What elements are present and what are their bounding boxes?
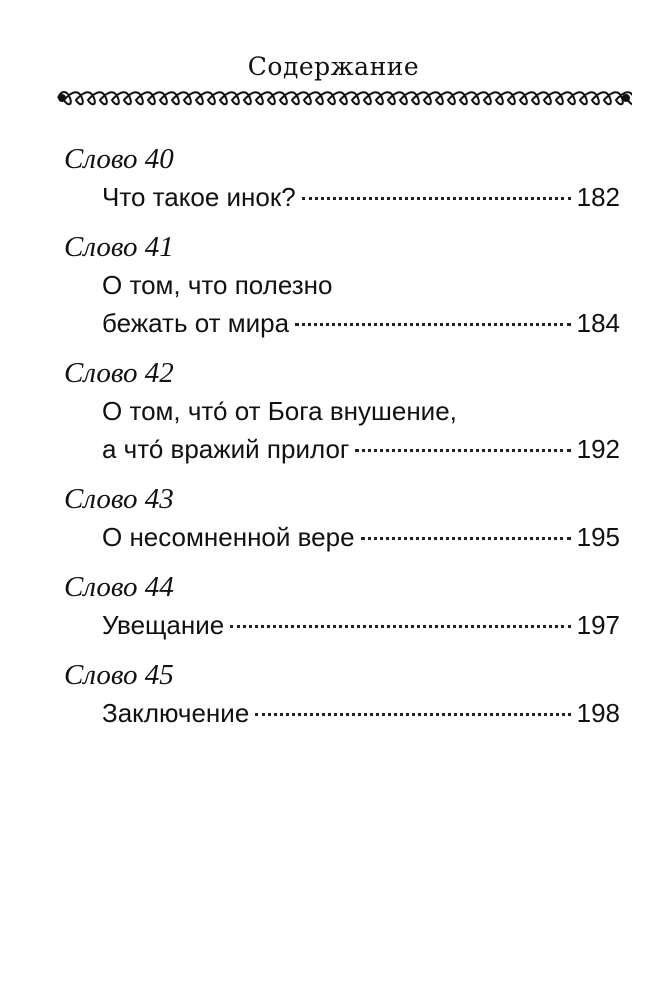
dot-leader [361,537,571,540]
dot-leader [355,449,570,452]
toc-entry-45 [64,656,620,732]
toc-entry-41 [64,228,620,342]
ornamental-divider [56,88,632,108]
toc-entry-page: 192 [576,434,620,464]
dot-leader [255,713,570,716]
toc-entry-page: 198 [576,698,620,728]
toc-entry-title: О том, что полезно [102,270,333,300]
ornament-scroll [58,92,632,104]
toc-entry-word: Слово 43 [64,483,174,515]
toc-entry-44 [64,568,620,644]
toc-entry-title: бежать от мира [102,308,290,338]
toc-entry-page: 197 [576,610,620,640]
toc-entry-word: Слово 44 [64,571,174,603]
page-title: Содержание [247,52,420,81]
ornament-end [623,95,629,101]
toc-entry-42 [64,354,620,468]
toc-entry-title: а что́ вражий прилог [102,434,350,464]
toc-entry-43 [64,480,620,556]
toc-entry-title: О несомненной вере [102,522,355,552]
toc-entry-title: Заключение [102,698,250,728]
table-of-contents [64,140,620,744]
toc-entry-page: 182 [576,182,620,212]
ornament-end [59,95,65,101]
toc-entry-title: Что такое инок? [102,182,296,212]
toc-entry-page: 195 [576,522,620,552]
toc-entry-page: 184 [576,308,620,338]
toc-entry-word: Слово 45 [64,659,174,691]
toc-entry-40 [64,140,620,216]
toc-entry-word: Слово 41 [64,231,174,263]
toc-entry-word: Слово 40 [64,143,174,175]
toc-entry-title: Увещание [102,610,225,640]
toc-entry-title: О том, что́ от Бога внушение, [102,396,457,426]
dot-leader [302,197,571,200]
toc-entry-word: Слово 42 [64,357,174,389]
dot-leader [295,323,571,326]
dot-leader [230,625,570,628]
